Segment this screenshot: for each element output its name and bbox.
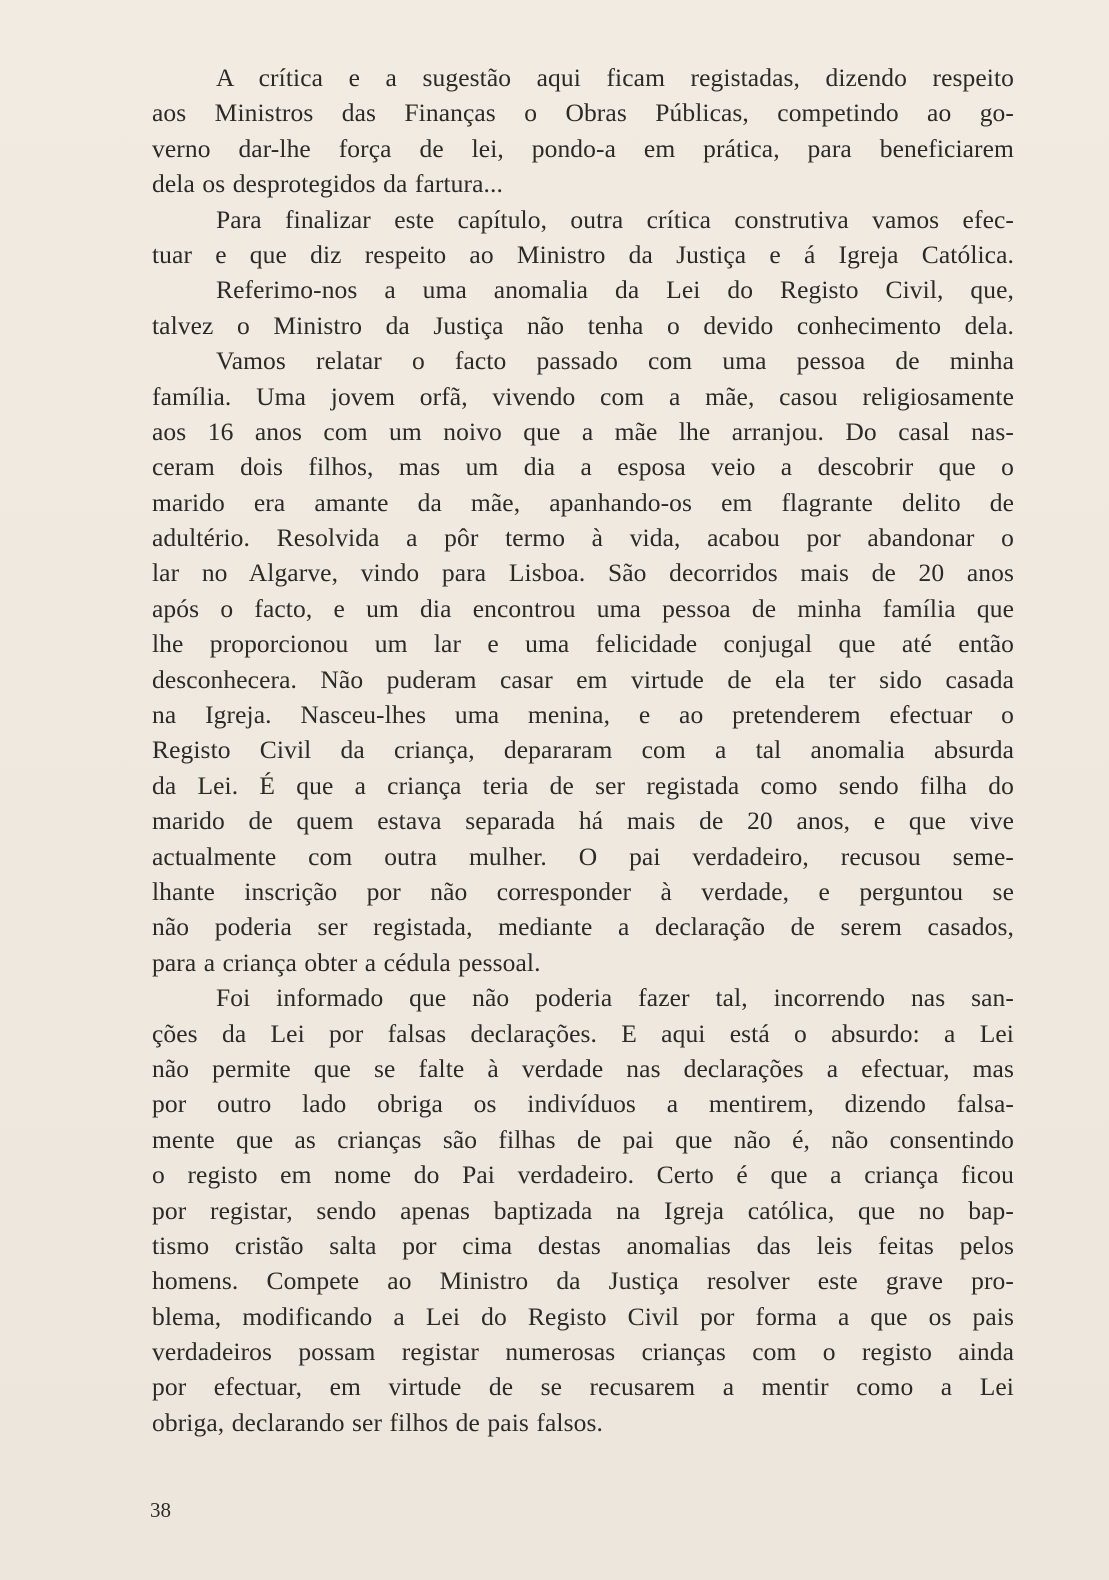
text-line: homens. Compete ao Ministro da Justiça resolver este grave pro- xyxy=(152,1266,1014,1296)
text-line: adultério. Resolvida a pôr termo à vida, acabou por abandonar o xyxy=(152,523,1014,553)
text-line: Registo Civil da criança, depararam com a tal anomalia absurda xyxy=(152,735,1014,765)
text-line: ções da Lei por falsas declarações. E aqui está o absurdo: a Lei xyxy=(152,1018,1014,1048)
text-line: por registar, sendo apenas baptizada na Igreja católica, que no bap- xyxy=(152,1195,1014,1225)
text-line: ceram dois filhos, mas um dia a esposa veio a descobrir que o xyxy=(152,452,1014,482)
text-line: da Lei. É que a criança teria de ser registada como sendo filha do xyxy=(152,770,1014,800)
text-line: por outro lado obriga os indivíduos a mentirem, dizendo falsa- xyxy=(152,1089,1014,1119)
text-line: aos 16 anos com um noivo que a mãe lhe arranjou. Do casal nas- xyxy=(152,416,1014,446)
text-line: Vamos relatar o facto passado com uma pessoa de minha xyxy=(216,346,1014,376)
text-line: não poderia ser registada, mediante a declaração de serem casados, xyxy=(152,912,1014,942)
text-line: após o facto, e um dia encontrou uma pessoa de minha família que xyxy=(152,593,1014,623)
text-line: o registo em nome do Pai verdadeiro. Certo é que a criança ficou xyxy=(152,1160,1014,1190)
text-line: marido era amante da mãe, apanhando-os em flagrante delito de xyxy=(152,487,1014,517)
text-line: por efectuar, em virtude de se recusarem a mentir como a Lei xyxy=(152,1372,1014,1402)
text-line: lhe proporcionou um lar e uma felicidade conjugal que até então xyxy=(152,629,1014,659)
text-line: mente que as crianças são filhas de pai que não é, não consentindo xyxy=(152,1124,1014,1154)
text-line: não permite que se falte à verdade nas declarações a efectuar, mas xyxy=(152,1053,1014,1083)
text-line: talvez o Ministro da Justiça não tenha o devido conhecimento dela. xyxy=(152,310,1014,340)
page-number: 38 xyxy=(150,1498,171,1522)
text-line: Referimo-nos a uma anomalia da Lei do Registo Civil, que, xyxy=(216,275,1014,305)
text-line: para a criança obter a cédula pessoal. xyxy=(152,947,541,977)
text-line: marido de quem estava separada há mais de 20 anos, e que vive xyxy=(152,806,1014,836)
text-line: verno dar-lhe força de lei, pondo-a em prática, para beneficiarem xyxy=(152,133,1014,163)
text-line: Para finalizar este capítulo, outra crítica construtiva vamos efec- xyxy=(216,204,1014,234)
text-line: aos Ministros das Finanças o Obras Públicas, competindo ao go- xyxy=(152,98,1014,128)
text-line: A crítica e a sugestão aqui ficam registadas, dizendo respeito xyxy=(216,63,1014,92)
text-line: blema, modificando a Lei do Registo Civil por forma a que os pais xyxy=(152,1301,1014,1331)
text-line: Foi informado que não poderia fazer tal, incorrendo nas san- xyxy=(216,983,1014,1013)
text-line: actualmente com outra mulher. O pai verdadeiro, recusou seme- xyxy=(152,841,1014,871)
text-line: desconhecera. Não puderam casar em virtude de ela ter sido casada xyxy=(152,664,1014,694)
text-line: família. Uma jovem orfã, vivendo com a mãe, casou religiosamente xyxy=(152,381,1014,411)
text-line: tismo cristão salta por cima destas anomalias das leis feitas pelos xyxy=(152,1230,1014,1260)
text-line: lhante inscrição por não corresponder à verdade, e perguntou se xyxy=(152,876,1014,906)
text-line: obriga, declarando ser filhos de pais falsos. xyxy=(152,1407,603,1437)
text-line: lar no Algarve, vindo para Lisboa. São decorridos mais de 20 anos xyxy=(152,558,1014,588)
text-line: dela os desprotegidos da fartura... xyxy=(152,169,503,199)
text-line: na Igreja. Nasceu-lhes uma menina, e ao pretenderem efectuar o xyxy=(152,700,1014,730)
text-line: verdadeiros possam registar numerosas crianças com o registo ainda xyxy=(152,1337,1014,1367)
body-text xyxy=(152,60,1014,1440)
text-line: tuar e que diz respeito ao Ministro da Justiça e á Igreja Católica. xyxy=(152,239,1014,269)
